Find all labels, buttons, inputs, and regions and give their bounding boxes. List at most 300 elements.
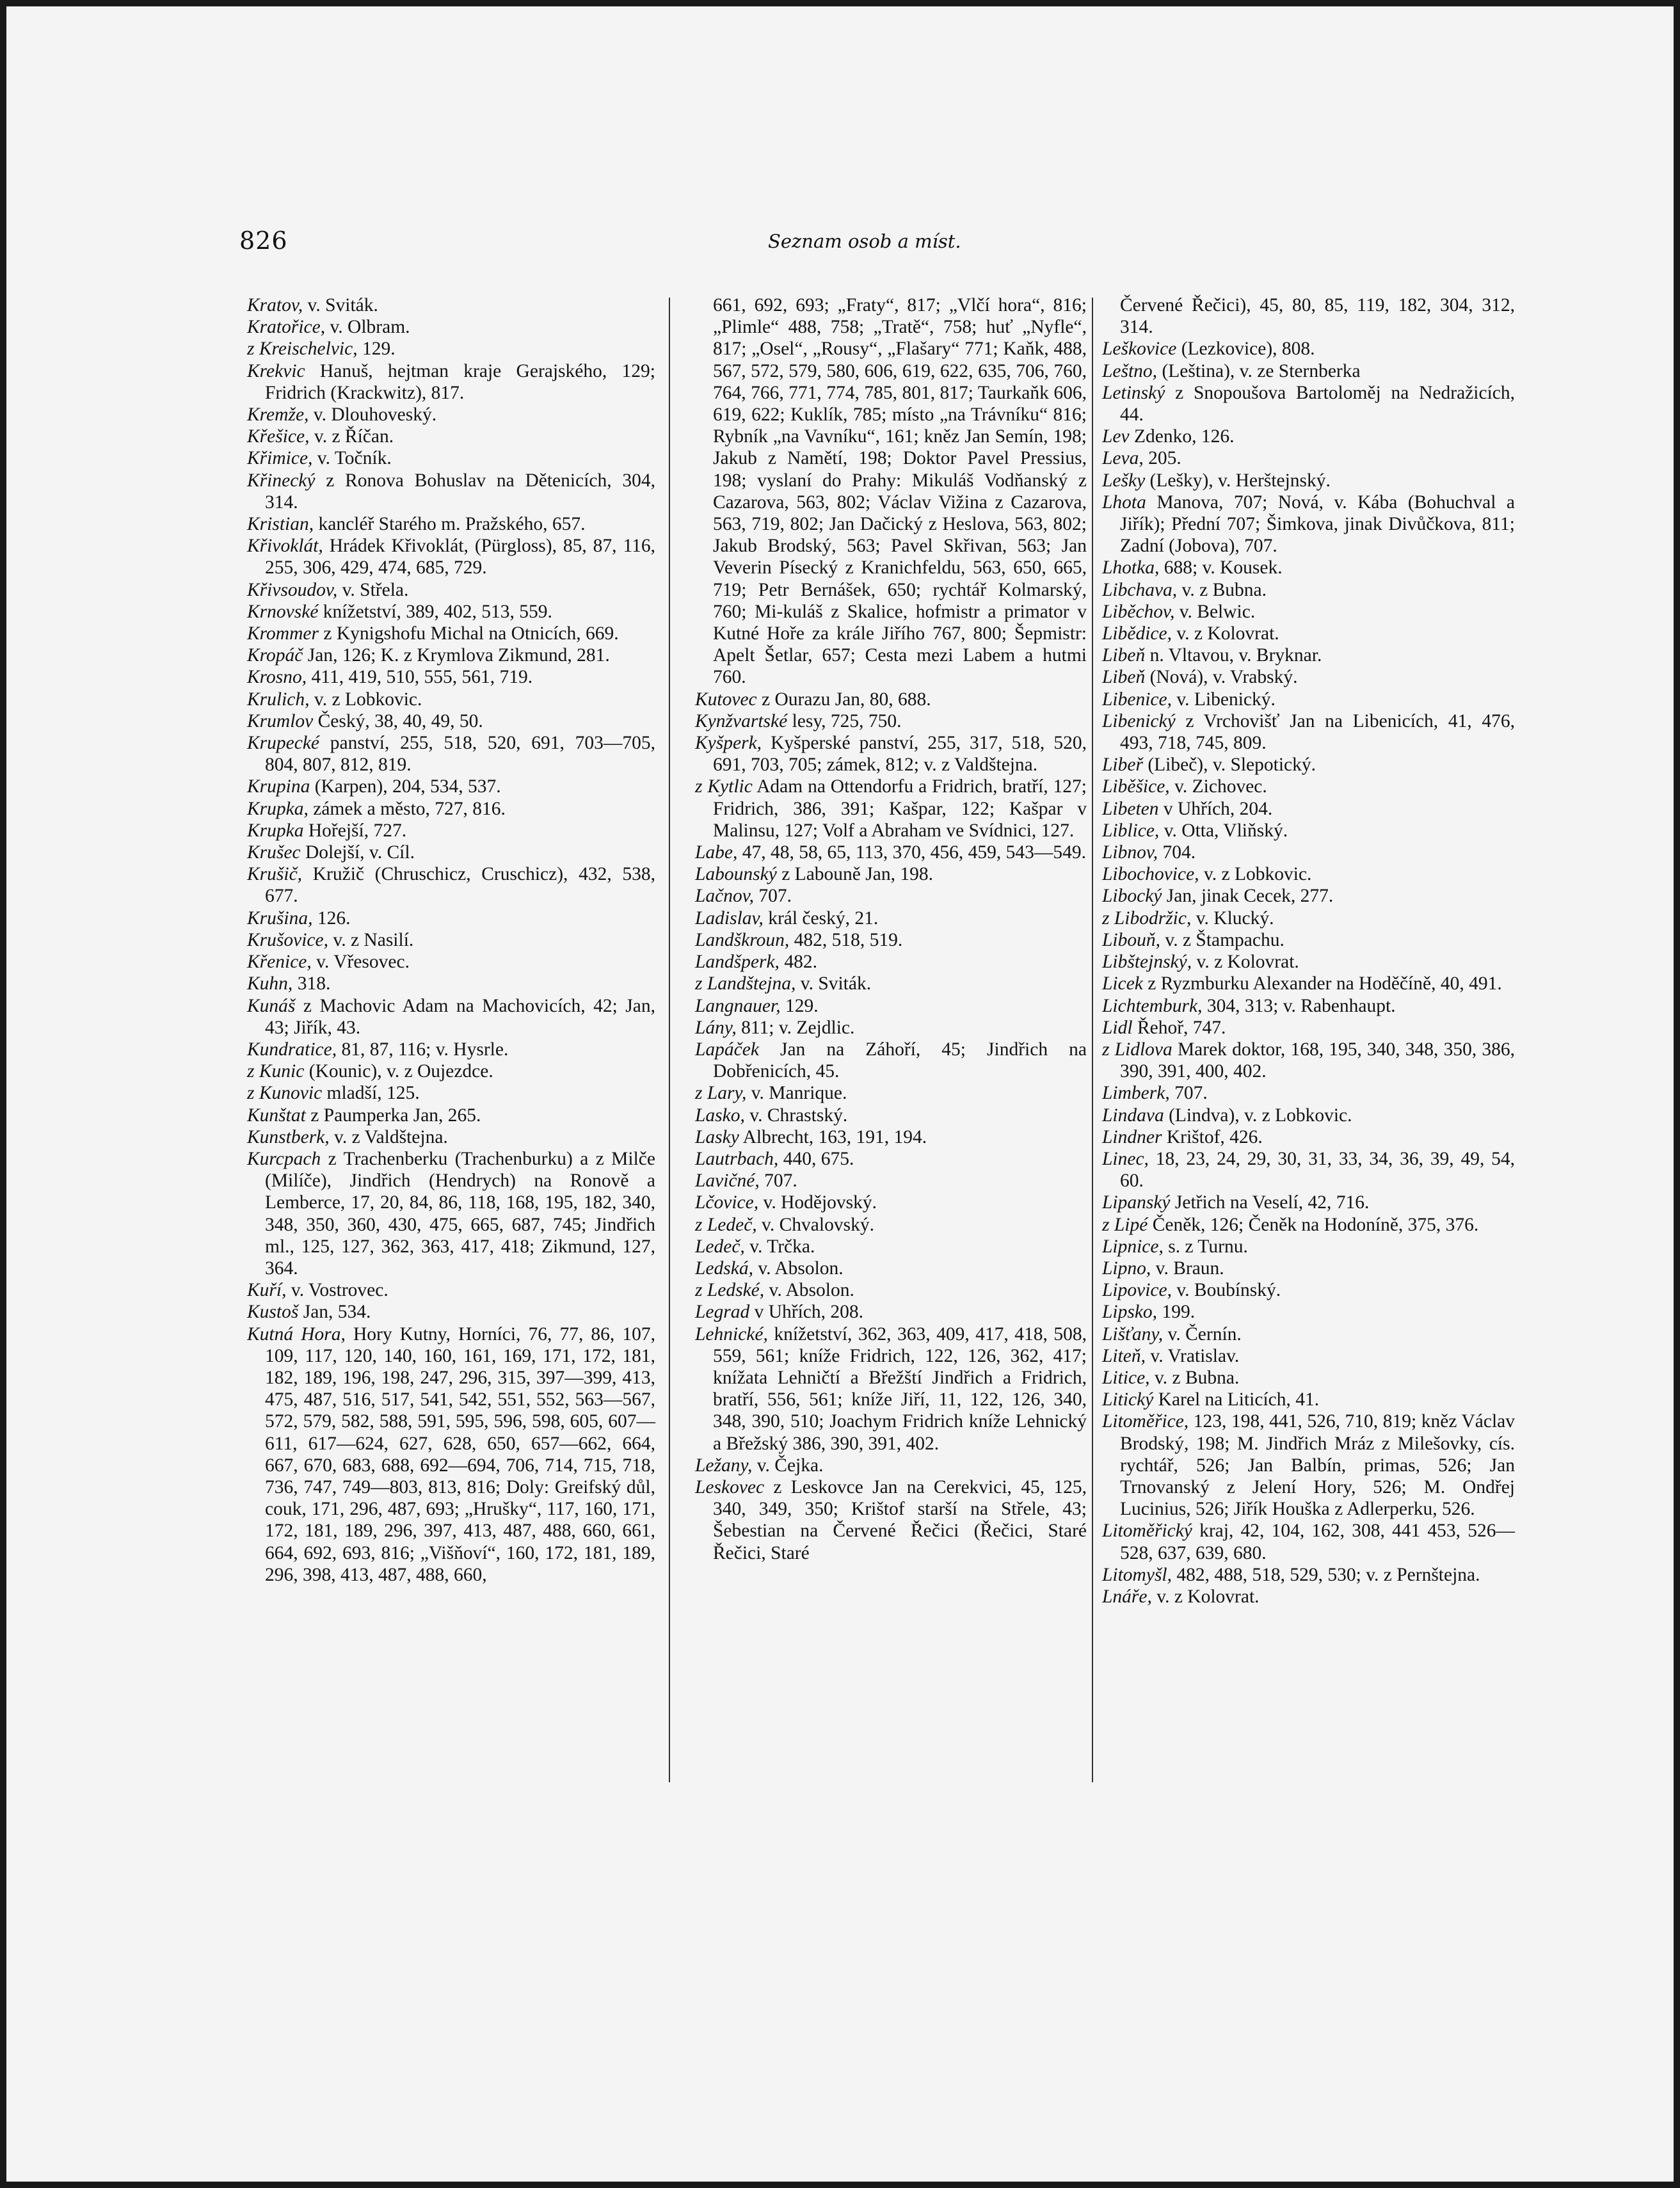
entry-heading: Labe, [695,842,738,863]
entry-text: Marek doktor, 168, 195, 340, 348, 350, 386, 390, 391, 400, 402. [1120,1039,1515,1082]
entry-heading: Kunštat [247,1105,306,1126]
entry-text: v. Klucký. [1191,907,1274,929]
entry-text: Jetřich na Veselí, 42, 716. [1170,1192,1370,1213]
index-entry [695,1017,1087,1039]
entry-text: 707. [759,1170,797,1192]
entry-heading: z Kytlic [695,776,753,797]
entry-heading: Litice, [1102,1367,1150,1388]
entry-heading: Licek [1102,973,1143,994]
entry-heading: Lidl [1102,1017,1133,1038]
entry-text: v. Dlouhoveský. [308,404,437,426]
entry-heading: Lev [1102,426,1130,447]
entry-text: knížetství, 362, 363, 409, 417, 418, 508, 559, 561; kníže Fridrich, 122, 126, 362, 417; knížata Lehničtí a Břežští Jindřich a Fridrich, bratří, 556, 561; kníže Jiří, 11, 122, 126, 340, 348, 390, 510; Joachym Fridrich kníže Lehnický a Břežský 386, 390, 391, 402. [713,1323,1087,1454]
index-entry [1102,1586,1515,1608]
entry-heading: Langnauer, [695,995,781,1016]
entry-text: Červené Řečici), 45, 80, 85, 119, 182, 304, 312, 314. [1120,295,1515,338]
entry-text: v. z Lobkovic. [309,689,422,710]
entry-text: král český, 21. [763,907,879,929]
entry-text: kancléř Starého m. Pražského, 657. [314,514,586,535]
entry-heading: Lišťany, [1102,1323,1164,1345]
entry-heading: Kratořice, [247,317,326,338]
entry-heading: z Kunovic [247,1083,323,1104]
index-entry [1102,710,1515,754]
index-entry [247,404,655,426]
index-entry [1102,1039,1515,1082]
index-entry [695,710,1087,732]
entry-text: 811; v. Zejdlic. [736,1017,855,1038]
entry-heading: Křenice, [247,952,312,973]
index-entry [1102,973,1515,994]
entry-heading: Lasko, [695,1105,745,1126]
index-entry [695,842,1087,863]
entry-heading: Kynžvartské [695,710,788,731]
index-entry [1102,1148,1515,1192]
entry-heading: Krušič, [247,864,303,885]
entry-text: Jan, jinak Cecek, 277. [1162,886,1334,907]
entry-text: 704. [1158,842,1196,863]
entry-heading: Liběšice, [1102,776,1170,797]
entry-text: 482, 488, 518, 529, 530; v. z Pernštejna. [1172,1564,1480,1585]
entry-heading: Kyšperk, [695,733,762,754]
index-entry [1102,579,1515,601]
index-entry [1102,1126,1515,1148]
entry-heading: Leštno, [1102,360,1158,381]
index-entry [1102,885,1515,907]
entry-text: zámek a město, 727, 816. [308,798,506,819]
index-entry [247,513,655,535]
index-entry [695,907,1087,929]
entry-heading: z Ledeč, [695,1214,757,1235]
index-entry [1102,557,1515,579]
index-entry [1102,382,1515,426]
entry-text: Manova, 707; Nová, v. Kába (Bohuchval a Jiřík); Přední 707; Šimkova, jinak Divůčkova, 811; Zadní (Jobova), 707. [1120,491,1515,557]
index-entry [247,1060,655,1082]
entry-text: v. Hodějovský. [758,1192,877,1213]
entry-text: s. z Turnu. [1163,1236,1248,1257]
index-entry [1102,360,1515,382]
entry-text: (Lezkovice), 808. [1176,339,1315,360]
index-entry [1102,907,1515,929]
index-entry [1102,1367,1515,1389]
entry-heading: z Kunic [247,1061,305,1082]
entry-heading: Křivsoudov, [247,579,338,600]
entry-heading: Křimice, [247,448,313,469]
index-column-2 [695,294,1087,1564]
entry-text: (Lindva), v. z Lobkovic. [1164,1105,1352,1126]
index-entry [1102,1082,1515,1104]
index-entry [247,1082,655,1104]
entry-text: (Libeč), v. Slepotický. [1142,755,1316,776]
entry-text: knížetství, 389, 402, 513, 559. [318,601,552,622]
entry-text: 661, 692, 693; „Fraty“, 817; „Vlčí hora“, 816; „Plimle“ 488, 758; „Tratě“, 758; huť „Nyfle“, 817; „Osel“, „Rousy“, „Flašary“ 771; Kaňk, 488, 567, 572, 579, 580, 606, 619, 622, 635, 706, 760, 764, 766, 771, 774, 785, 801, 817; Taurkaňk 606, 619, 622; Kuklík, 785; místo „na Trávníku“ 816; Rybník „na Vavníku“, 161; kněz Jan Semín, 198; Jakub z Namětí, 198; Doktor Pavel Pressius, 198; vyslaní do Prahy: Mikuláš Vodňanský z Cazarova, 563, 802; Václav Vižina z Cazarova, 563, 719, 802; Jan Dačický z Heslova, 563, 802; Jakub Brodský, 563; Pavel Skřivan, 563; Jan Veverin Písecký z Kranichfeldu, 563, 650, 665, 719; Petr Bernášek, 650; rychtář Kolmarský, 760; Mi-kuláš z Skalice, hofmistr a primator v Kutné Hoře za krále Jiřího 767, 800; Šepmistr: Apelt Šetlar, 657; Cesta mezi Labem a hutmi 760. [713,295,1087,688]
entry-text: Krištof, 426. [1162,1126,1263,1147]
entry-text: z Kynigshofu Michal na Otnicích, 669. [319,623,619,644]
entry-heading: Křinecký [247,470,316,491]
entry-heading: Lačnov, [695,886,755,907]
entry-text: mladší, 125. [322,1083,420,1104]
entry-heading: z Lary, [695,1083,747,1104]
entry-text: 81, 87, 116; v. Hysrle. [337,1039,509,1060]
entry-text: z Ryzmburku Alexander na Hoděčíně, 40, 491. [1142,973,1502,994]
entry-heading: Litický [1102,1389,1154,1410]
page [6,6,1674,2182]
entry-text: z Ourazu Jan, 80, 688. [756,689,931,710]
entry-heading: Libeň [1102,667,1146,688]
entry-heading: Ladislav, [695,907,764,929]
entry-heading: Krušec [247,842,301,863]
entry-heading: Lhotka, [1102,557,1160,579]
entry-heading: Leškovice [1102,339,1177,360]
entry-heading: Lipnice, [1102,1236,1164,1257]
entry-heading: Kremže, [247,404,309,426]
entry-heading: Legrad [695,1302,750,1323]
index-entry [695,732,1087,776]
entry-text: v. z Bubna. [1149,1367,1240,1388]
entry-text: v. z Nasilí. [328,929,414,950]
entry-heading: Litoměřický [1102,1521,1192,1542]
index-entry [247,1279,655,1301]
index-entry [1102,689,1515,710]
column-divider [669,298,670,1782]
entry-text: v. Chvalovský. [756,1214,874,1235]
index-entry [1102,1345,1515,1367]
entry-heading: Krupecké [247,733,320,754]
index-entry [1102,1389,1515,1410]
entry-text: v. Trčka. [744,1236,815,1257]
index-entry [1102,842,1515,863]
entry-text: Jan, 126; K. z Krymlova Zikmund, 281. [303,645,610,666]
entry-heading: Limberk, [1102,1083,1170,1104]
entry-text: v. z Kolovrat. [1171,623,1279,644]
index-entry [1102,666,1515,688]
entry-heading: Kundratice, [247,1039,337,1060]
entry-text: Řehoř, 747. [1132,1017,1226,1038]
entry-text: 304, 313; v. Rabenhaupt. [1202,995,1396,1016]
entry-text: v. Boubínský. [1171,1280,1281,1301]
entry-heading: Krosno, [247,667,307,688]
entry-text: z Snopoušova Bartoloměj na Nedražicích, 44. [1120,382,1515,426]
index-entry [247,689,655,710]
index-entry [247,820,655,842]
entry-text: Kružič (Chruschicz, Cruschicz), 432, 538, 677. [265,864,655,907]
entry-heading: Krupka [247,820,304,841]
index-entry [695,1105,1087,1126]
entry-text: v Uhřích, 204. [1158,798,1273,819]
index-entry [247,1105,655,1126]
entry-text: 47, 48, 58, 65, 113, 370, 456, 459, 543—549. [737,842,1087,863]
entry-heading: Ledská, [695,1258,753,1279]
entry-heading: Libchava, [1102,579,1178,600]
index-entry [1102,1258,1515,1279]
entry-text: Albrecht, 163, 191, 194. [739,1126,927,1147]
entry-text: 18, 23, 24, 29, 30, 31, 33, 34, 36, 39, 49, 54, 60. [1120,1148,1515,1192]
entry-text: Hrádek Křivoklát, (Pürgloss), 85, 87, 116, 255, 306, 429, 474, 685, 729. [265,536,655,579]
entry-text: v. z Lobkovic. [1199,864,1312,885]
entry-text: (Lešky), v. Herštejnský. [1145,470,1331,491]
entry-text: Kyšperské panství, 255, 317, 518, 520, 691, 703, 705; zámek, 812; v. z Valdštejna. [713,733,1087,776]
entry-text: 482. [779,952,817,973]
entry-text: v. Sviták. [796,973,872,994]
entry-text: Český, 38, 40, 49, 50. [313,710,483,731]
index-entry [1102,995,1515,1017]
entry-heading: z Lidlova [1102,1039,1172,1060]
entry-text: Hořejší, 727. [303,820,407,841]
entry-text: lesy, 725, 750. [787,710,902,731]
entry-text: Adam na Ottendorfu a Fridrich, bratří, 127; Fridrich, 386, 391; Kašpar, 122; Kašpar v Malinsu, 127; Volf a Abraham ve Svídnici, 127. [713,776,1087,841]
entry-text: z Leskovce Jan na Cerekvici, 45, 125, 340, 349, 350; Krištof starší na Střele, 43; Šebestian na Červené Řečici (Řečici, Staré Řečici, Staré [713,1476,1087,1563]
entry-text: v. z Valdštejna. [329,1126,448,1147]
index-entry [247,535,655,579]
entry-heading: Lehnické, [695,1323,768,1345]
entry-heading: Kurcpach [247,1148,321,1169]
index-entry [1102,820,1515,842]
index-entry [1102,951,1515,973]
entry-text: v. Vřesovec. [311,952,410,973]
entry-heading: Liteň, [1102,1345,1146,1366]
entry-text: Karel na Liticích, 41. [1153,1389,1320,1410]
index-entry [1102,491,1515,557]
entry-text: v. Manrique. [746,1083,847,1104]
entry-heading: Libenice, [1102,689,1172,710]
entry-heading: z Lipé [1102,1214,1148,1235]
index-entry [1102,776,1515,797]
entry-heading: Leskovec [695,1476,765,1497]
entry-heading: Ležany, [695,1455,753,1476]
entry-heading: Libeten [1102,798,1159,819]
index-entry [695,1323,1087,1455]
entry-text: 129. [357,339,396,360]
entry-heading: Kunáš [247,995,296,1016]
entry-text: v. z Říčan. [309,426,394,447]
entry-heading: Libeř [1102,755,1143,776]
index-entry [695,973,1087,994]
entry-heading: Lnáře, [1102,1586,1152,1607]
index-entry [1102,1017,1515,1039]
index-entry [247,842,655,863]
entry-heading: z Landštejna, [695,973,796,994]
entry-heading: z Kreischelvic, [247,339,358,360]
index-entry [247,995,655,1039]
entry-heading: Litomyšl, [1102,1564,1172,1585]
entry-text: (Nová), v. Vrabský. [1145,667,1298,688]
entry-text: v. Vostrovec. [286,1280,388,1301]
index-entry [1102,1214,1515,1236]
entry-heading: Lhota [1102,491,1146,513]
entry-heading: Liběchov, [1102,601,1175,622]
entry-text: v. z Kolovrat. [1192,952,1299,973]
index-entry [1102,1323,1515,1345]
index-entry [247,710,655,732]
index-entry [695,689,1087,710]
entry-heading: Kunstberk, [247,1126,330,1147]
index-entry [695,1170,1087,1192]
index-entry [1102,1520,1515,1563]
index-entry [695,1148,1087,1170]
entry-text: (Kounic), v. z Oujezdce. [304,1061,493,1082]
entry-heading: Kratov, [247,295,303,315]
entry-text: panství, 255, 518, 520, 691, 703—705, 804, 807, 812, 819. [265,733,655,776]
entry-text: v. Točník. [312,448,392,469]
entry-text: Zdenko, 126. [1129,426,1235,447]
entry-heading: Krušovice, [247,929,328,950]
entry-text: v. z Bubna. [1177,579,1267,600]
entry-heading: Libnov, [1102,842,1158,863]
index-entry [1102,754,1515,776]
page-number: 826 [239,227,288,255]
index-entry [695,1236,1087,1258]
entry-heading: Krupina [247,776,310,797]
entry-heading: Litoměřice, [1102,1411,1189,1432]
entry-text: Hory Kutny, Horníci, 76, 77, 86, 107, 109, 117, 120, 140, 160, 161, 169, 171, 172, 181, 182, 189, 196, 198, 247, 296, 315, 397—399, 413, 475, 487, 516, 517, 541, 542, 551, 552, 563—567, 572, 579, 582, 588, 591, 595, 596, 598, 605, 607—611, 617—624, 627, 628, 650, 657—662, 664, 667, 670, 683, 688, 692—694, 706, 714, 715, 718, 736, 747, 749—803, 813, 816; Doly: Greifský důl, couk, 171, 296, 487, 693; „Hrušky“, 117, 160, 171, 172, 181, 189, 296, 397, 413, 487, 488, 660, 661, 664, 692, 693, 816; „Višňoví“, 160, 172, 181, 189, 296, 398, 413, 487, 488, 660, [265,1323,655,1585]
entry-heading: Lešky [1102,470,1146,491]
index-entry [695,1455,1087,1476]
index-entry [1102,1279,1515,1301]
index-entry [1102,470,1515,491]
index-entry [247,863,655,907]
entry-heading: Lipno, [1102,1258,1151,1279]
entry-heading: Lindava [1102,1105,1164,1126]
index-entry [247,601,655,623]
entry-text: v. Otta, Vliňský. [1159,820,1288,841]
entry-heading: Lavičné, [695,1170,760,1192]
entry-text: 440, 675. [778,1148,854,1169]
entry-heading: Kropáč [247,645,303,666]
entry-text: v Uhřích, 208. [749,1302,864,1323]
index-entry [1102,447,1515,469]
entry-text: z Ronova Bohuslav na Dětenicích, 304, 314. [265,470,655,513]
entry-heading: Landškroun, [695,929,790,950]
index-entry [247,338,655,360]
entry-text: Jan na Záhoří, 45; Jindřich na Dobřenicích, 45. [713,1039,1087,1082]
entry-text: Jan, 534. [298,1302,371,1323]
entry-heading: Leva, [1102,448,1144,469]
entry-heading: Lipanský [1102,1192,1171,1213]
entry-heading: Landšperk, [695,952,780,973]
entry-text: 129. [780,995,819,1016]
index-entry [695,294,1087,689]
entry-heading: Kustoš [247,1302,299,1323]
entry-text: z Paumperka Jan, 265. [305,1105,481,1126]
index-entry [695,885,1087,907]
entry-text: v. Střela. [337,579,409,600]
index-column-1 [247,294,655,1586]
index-entry [695,1301,1087,1323]
entry-heading: Lčovice, [695,1192,759,1213]
entry-heading: Libenický [1102,710,1176,731]
index-entry [1102,1564,1515,1586]
entry-heading: Libeň [1102,645,1146,666]
index-entry [247,579,655,601]
running-title: Seznam osob a míst. [768,230,961,252]
index-entry [247,1323,655,1586]
entry-text: 688; v. Kousek. [1159,557,1283,579]
entry-heading: Kutovec [695,689,757,710]
entry-text: v. Absolon. [764,1280,854,1301]
index-entry [247,776,655,797]
entry-heading: Libštejnský, [1102,952,1192,973]
entry-text: (Karpen), 204, 534, 537. [310,776,501,797]
entry-text: v. z Štampachu. [1160,929,1284,950]
entry-heading: Kuří, [247,1280,287,1301]
index-entry [695,951,1087,973]
entry-heading: z Libodržic, [1102,907,1192,929]
index-entry [247,360,655,404]
entry-heading: Křešice, [247,426,310,447]
entry-text: v. Čejka. [752,1455,824,1476]
entry-heading: Libocký [1102,886,1162,907]
entry-heading: Lány, [695,1017,737,1038]
entry-text: 707. [1169,1083,1208,1104]
entry-text: v. Černín. [1163,1323,1242,1345]
index-entry [247,666,655,688]
entry-heading: Lichtemburk, [1102,995,1203,1016]
entry-text: 199. [1157,1302,1196,1323]
index-entry [247,623,655,644]
entry-heading: Lipsko, [1102,1302,1158,1323]
entry-heading: Krumlov [247,710,314,731]
entry-text: v. z Kolovrat. [1151,1586,1260,1607]
index-entry [247,470,655,513]
entry-text: 123, 198, 441, 526, 710, 819; kněz Václav Brodský, 198; M. Jindřich Mráz z Milešovky, cís. rychtář, 526; Jan Balbín, primas, 526; Jan Trnovanský z Jelení Hory, 526; M. Ondřej Lucinius, 526; Jiřík Houška z Adlerperku, 526. [1120,1411,1515,1520]
entry-text: v. Zichovec. [1169,776,1267,797]
entry-text: v. Braun. [1151,1258,1224,1279]
index-entry [1102,338,1515,360]
entry-heading: Krušina, [247,907,313,929]
index-entry [247,426,655,447]
index-entry [247,973,655,994]
entry-text: 482, 518, 519. [789,929,903,950]
entry-heading: Ledeč, [695,1236,745,1257]
entry-text: v. Belwic. [1174,601,1256,622]
index-entry [1102,798,1515,820]
entry-heading: Libouň, [1102,929,1160,950]
index-entry [1102,929,1515,951]
entry-heading: Linec, [1102,1148,1149,1169]
entry-heading: Kuhn, [247,973,293,994]
entry-text: (Leština), v. ze Sternberka [1157,360,1361,381]
index-entry [695,1214,1087,1236]
index-entry [695,1126,1087,1148]
entry-text: z Labouně Jan, 198. [776,864,933,885]
column-divider [1092,298,1093,1782]
index-entry [1102,426,1515,447]
index-entry [247,316,655,338]
index-entry [1102,1105,1515,1126]
index-entry [247,1039,655,1060]
index-entry [695,929,1087,951]
entry-heading: Lasky [695,1126,739,1147]
entry-text: 707. [754,886,792,907]
entry-heading: Kristian, [247,514,314,535]
index-entry [247,1126,655,1148]
entry-text: kraj, 42, 104, 162, 308, 441 453, 526—528, 637, 639, 680. [1120,1521,1515,1563]
index-entry [1102,1301,1515,1323]
index-entry [247,798,655,820]
entry-text: Čeněk, 126; Čeněk na Hodoníně, 375, 376. [1148,1214,1479,1235]
entry-heading: Lipovice, [1102,1280,1172,1301]
entry-heading: Krnovské [247,601,319,622]
index-entry [1102,644,1515,666]
index-entry [1102,623,1515,644]
entry-text: 411, 419, 510, 555, 561, 719. [307,667,533,688]
entry-text: v. Olbram. [325,317,410,338]
index-entry [695,1192,1087,1213]
entry-heading: Lapáček [695,1039,759,1060]
index-entry [247,1148,655,1279]
entry-text: v. Sviták. [303,295,378,315]
entry-heading: Krekvic [247,360,305,381]
entry-text: z Vrchovišť Jan na Libenicích, 41, 476, 493, 718, 745, 809. [1120,710,1515,754]
